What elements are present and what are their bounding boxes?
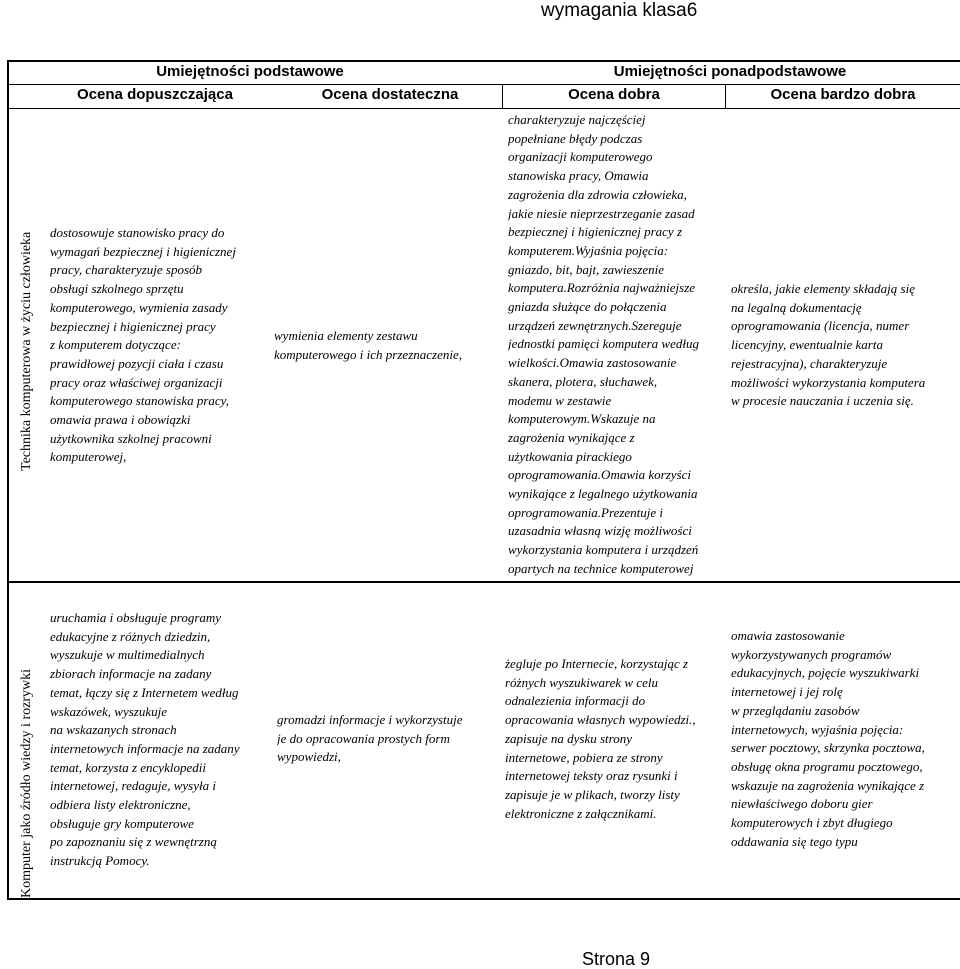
section-label: Technika komputerowa w życiu człowieka [19, 231, 34, 471]
header-divider [7, 84, 960, 85]
table-border-bottom [7, 898, 960, 900]
section-label: Komputer jako źródło wiedzy i rozrywki [19, 669, 34, 898]
cell-sufficient: dostosowuje stanowisko pracy do wymagań bezpiecznej i higienicznej pracy, charakteryzuje sposób obsługi szkolnego sprzętu komputerowego, wymienia zasady bezpiecznej i higienicznej pracy z komputerem dotyczące: prawidłowej pozycji ciała i czasu pracy oraz właściwej organizacji komputerowego stanowiska pracy, omawia prawa i obowiązki użytkownika szkolnej pracowni komputerowej, [50, 225, 236, 465]
document-title: wymagania klasa6 [541, 0, 698, 21]
header-grade-very-good: Ocena bardzo dobra [770, 86, 916, 103]
page-number: Strona 9 [582, 949, 651, 969]
header-basic-skills: Umiejętności podstawowe [156, 63, 344, 80]
table-border-top [7, 60, 960, 62]
cell-very-good: określa, jakie elementy składają się na legalną dokumentację oprogramowania (licencja, numer licencyjny, ewentualnie karta rejestracyjna), charakteryzuje możliwości wykorzystania komputera w procesie nauczania i uczenia się. [731, 281, 926, 409]
cell-good: charakteryzuje najczęściej popełniane błędy podczas organizacji komputerowego stanowiska pracy, Omawia zagrożenia dla zdrowia człowieka, jakie niesie nieprzestrzeganie zasad bezpiecznej i higienicznej pracy z komputerem.Wyjaśnia pojęcia: gniazdo, bit, bajt, zawieszenie komputera.Rozróżnia najważniejsze gniazda służące do połączenia urządzeń zewnętrznych.Szereguje jednostki pamięci komputera według wielkości.Omawia zastosowanie skanera, plotera, słuchawek, modemu w zestawie komputerowym.Wskazuje na zagrożenia wynikające z użytkowania pirackiego oprogramowania.Omawia korzyści wynikające z legalnego użytkowania oprogramowania.Prezentuje i uzasadnia własną wizję możliwości wykorzystania komputera i urządzeń opartych na technice komputerowej [508, 112, 699, 576]
cell-satisfactory: wymienia elementy zestawu komputerowego i ich przeznaczenie, [274, 328, 462, 362]
header-advanced-skills: Umiejętności ponadpodstawowe [613, 63, 847, 80]
cell-sufficient: uruchamia i obsługuje programy edukacyjne z różnych dziedzin, wyszukuje w multimedialnych zbiorach informacje na zadany temat, łączy się z Internetem według wskazówek, wyszukuje na wskazanych stronach internetowych informacje na zadany temat, korzysta z encyklopedii internetowej, redaguje, wysyła i odbiera listy elektroniczne, obsługuje gry komputerowe po zapoznaniu się z wewnętrzną instrukcją Pomocy. [50, 610, 240, 869]
cell-satisfactory: gromadzi informacje i wykorzystuje je do opracowania prostych form wypowiedzi, [277, 712, 463, 765]
header-divider-bottom [7, 108, 960, 109]
header-grade-sufficient: Ocena dopuszczająca [77, 86, 233, 103]
table-border-left [7, 60, 9, 900]
cell-very-good: omawia zastosowanie wykorzystywanych programów edukacyjnych, pojęcie wyszukiwarki internetowej i jej rolę w przeglądaniu zasobów internetowych, wyjaśnia pojęcia: serwer pocztowy, skrzynka pocztowa, obsługę okna programu pocztowego, wskazuje na zagrożenia wynikające z niewłaściwego doboru gier komputerowych i zbyt długiego oddawania się tego typu [731, 628, 925, 849]
cell-good: żegluje po Internecie, korzystając z różnych wyszukiwarek w celu odnalezienia informacji do opracowania własnych wypowiedzi., zapisuje na dysku strony internetowe, pobiera ze strony internetowej teksty oraz rysunki i zapisuje je w plikach, tworzy listy elektroniczne z załącznikami. [505, 656, 696, 821]
row-divider [7, 581, 960, 583]
header-grade-good: Ocena dobra [568, 86, 660, 103]
header-grade-satisfactory: Ocena dostateczna [321, 86, 459, 103]
